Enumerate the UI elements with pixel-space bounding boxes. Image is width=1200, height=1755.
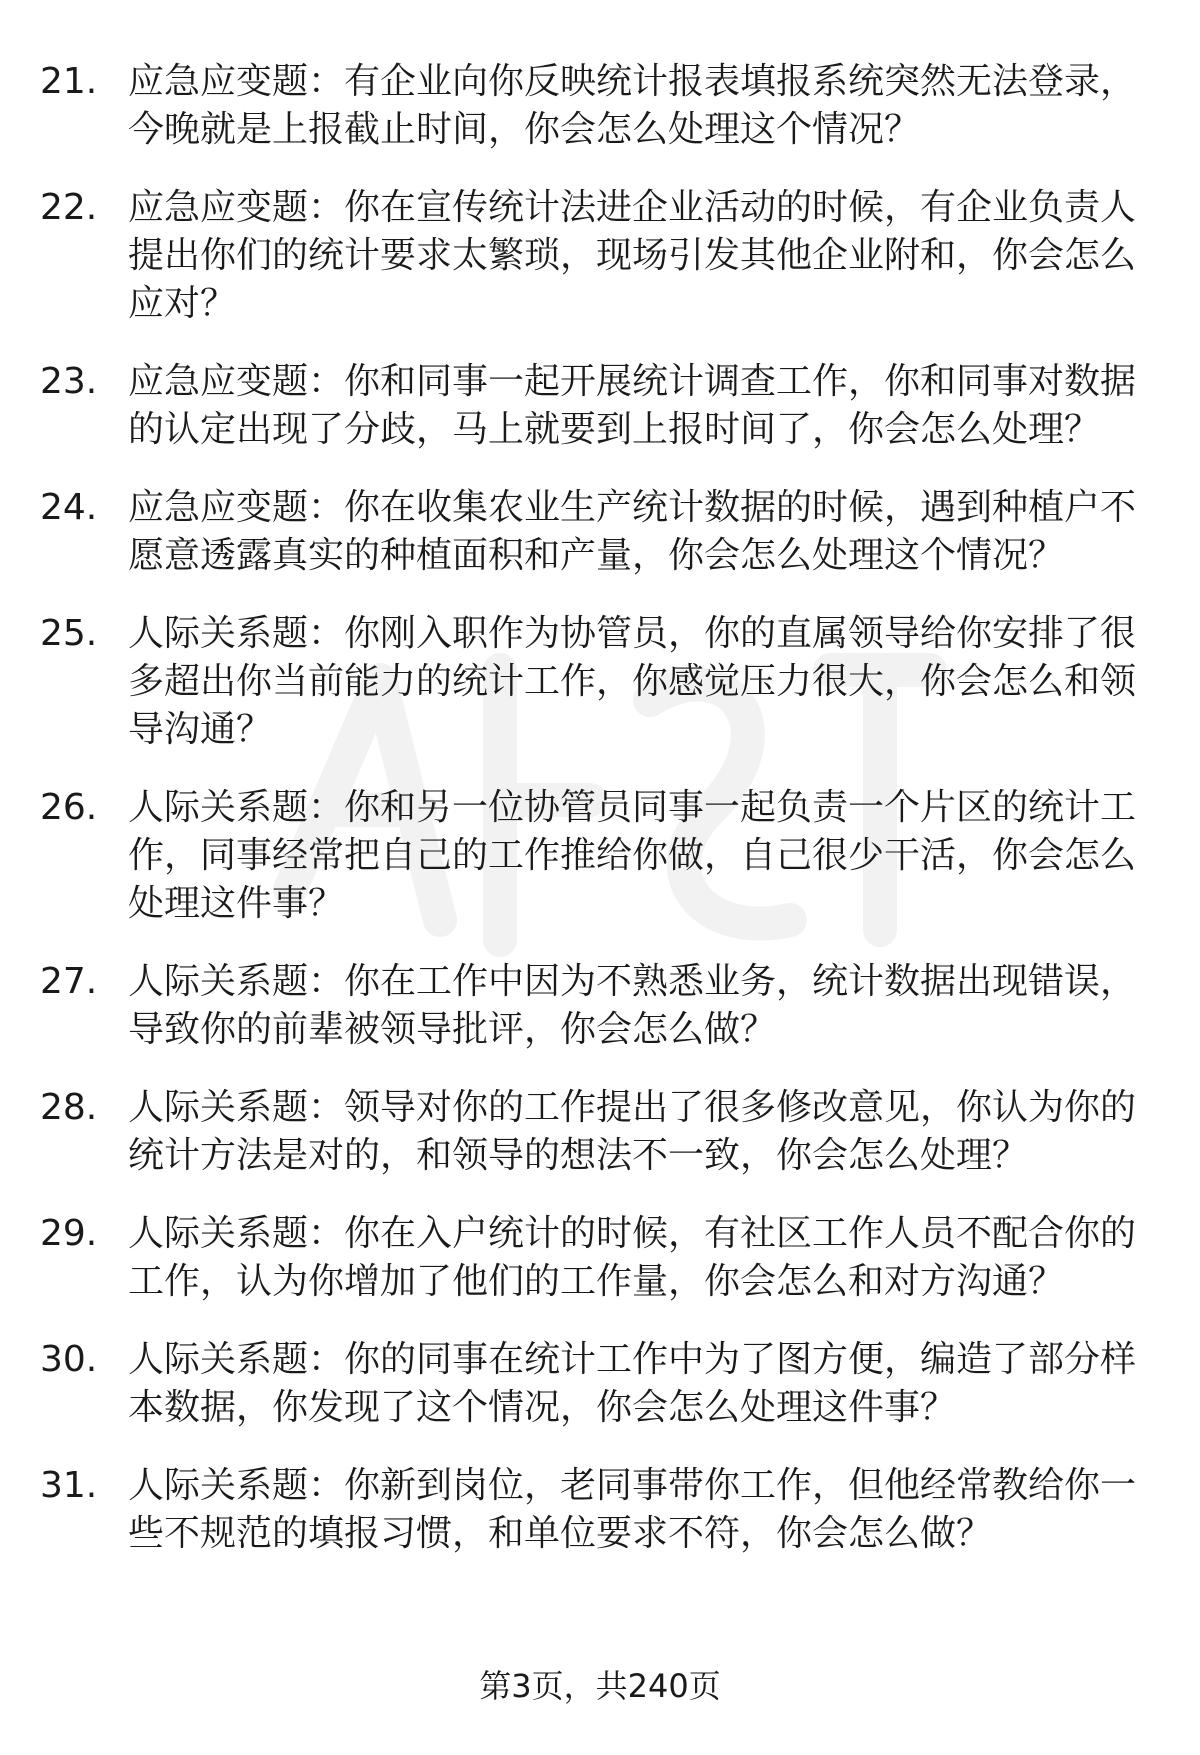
question-number: 22. [40,187,98,228]
question-text: 人际关系题：你在入户统计的时候，有社区工作人员不配合你的工作，认为你增加了他们的工作量，你会怎么和对方沟通？ [128,1213,1137,1302]
question-number: 31. [40,1465,98,1506]
question-item [40,358,1140,454]
question-number: 28. [40,1087,98,1128]
question-number: 29. [40,1213,98,1254]
question-text: 应急应变题：你和同事一起开展统计调查工作，你和同事对数据的认定出现了分歧，马上就要到上报时间了，你会怎么处理？ [128,361,1137,450]
question-number: 24. [40,487,98,528]
question-number: 26. [40,787,98,828]
question-number: 25. [40,613,98,654]
question-item [40,484,1140,580]
question-item [40,58,1140,154]
page-footer: 第3页，共240页 [479,1667,721,1705]
question-text: 应急应变题：你在宣传统计法进企业活动的时候，有企业负责人提出你们的统计要求太繁琐，现场引发其他企业附和，你会怎么应对？ [128,187,1137,324]
question-text: 人际关系题：你的同事在统计工作中为了图方便，编造了部分样本数据，你发现了这个情况，你会怎么处理这件事？ [128,1339,1137,1428]
question-item [40,1210,1140,1306]
question-item [40,958,1140,1054]
question-list [40,58,1140,1588]
question-item [40,1084,1140,1180]
question-item [40,1336,1140,1432]
question-number: 23. [40,361,98,402]
question-text: 人际关系题：你新到岗位，老同事带你工作，但他经常教给你一些不规范的填报习惯，和单位要求不符，你会怎么做？ [128,1465,1137,1554]
question-text: 人际关系题：你和另一位协管员同事一起负责一个片区的统计工作，同事经常把自己的工作推给你做，自己很少干活，你会怎么处理这件事？ [128,787,1137,924]
question-text: 人际关系题：你在工作中因为不熟悉业务，统计数据出现错误，导致你的前辈被领导批评，你会怎么做？ [128,961,1137,1050]
question-number: 27. [40,961,98,1002]
question-text: 应急应变题：你在收集农业生产统计数据的时候，遇到种植户不愿意透露真实的种植面积和产量，你会怎么处理这个情况？ [128,487,1137,576]
question-number: 30. [40,1339,98,1380]
question-item [40,784,1140,928]
question-item [40,184,1140,328]
question-text: 人际关系题：你刚入职作为协管员，你的直属领导给你安排了很多超出你当前能力的统计工作，你感觉压力很大，你会怎么和领导沟通？ [128,613,1137,750]
question-item [40,610,1140,754]
question-number: 21. [40,61,98,102]
question-text: 应急应变题：有企业向你反映统计报表填报系统突然无法登录，今晚就是上报截止时间，你会怎么处理这个情况？ [128,61,1137,150]
question-text: 人际关系题：领导对你的工作提出了很多修改意见，你认为你的统计方法是对的，和领导的想法不一致，你会怎么处理？ [128,1087,1137,1176]
question-item [40,1462,1140,1558]
